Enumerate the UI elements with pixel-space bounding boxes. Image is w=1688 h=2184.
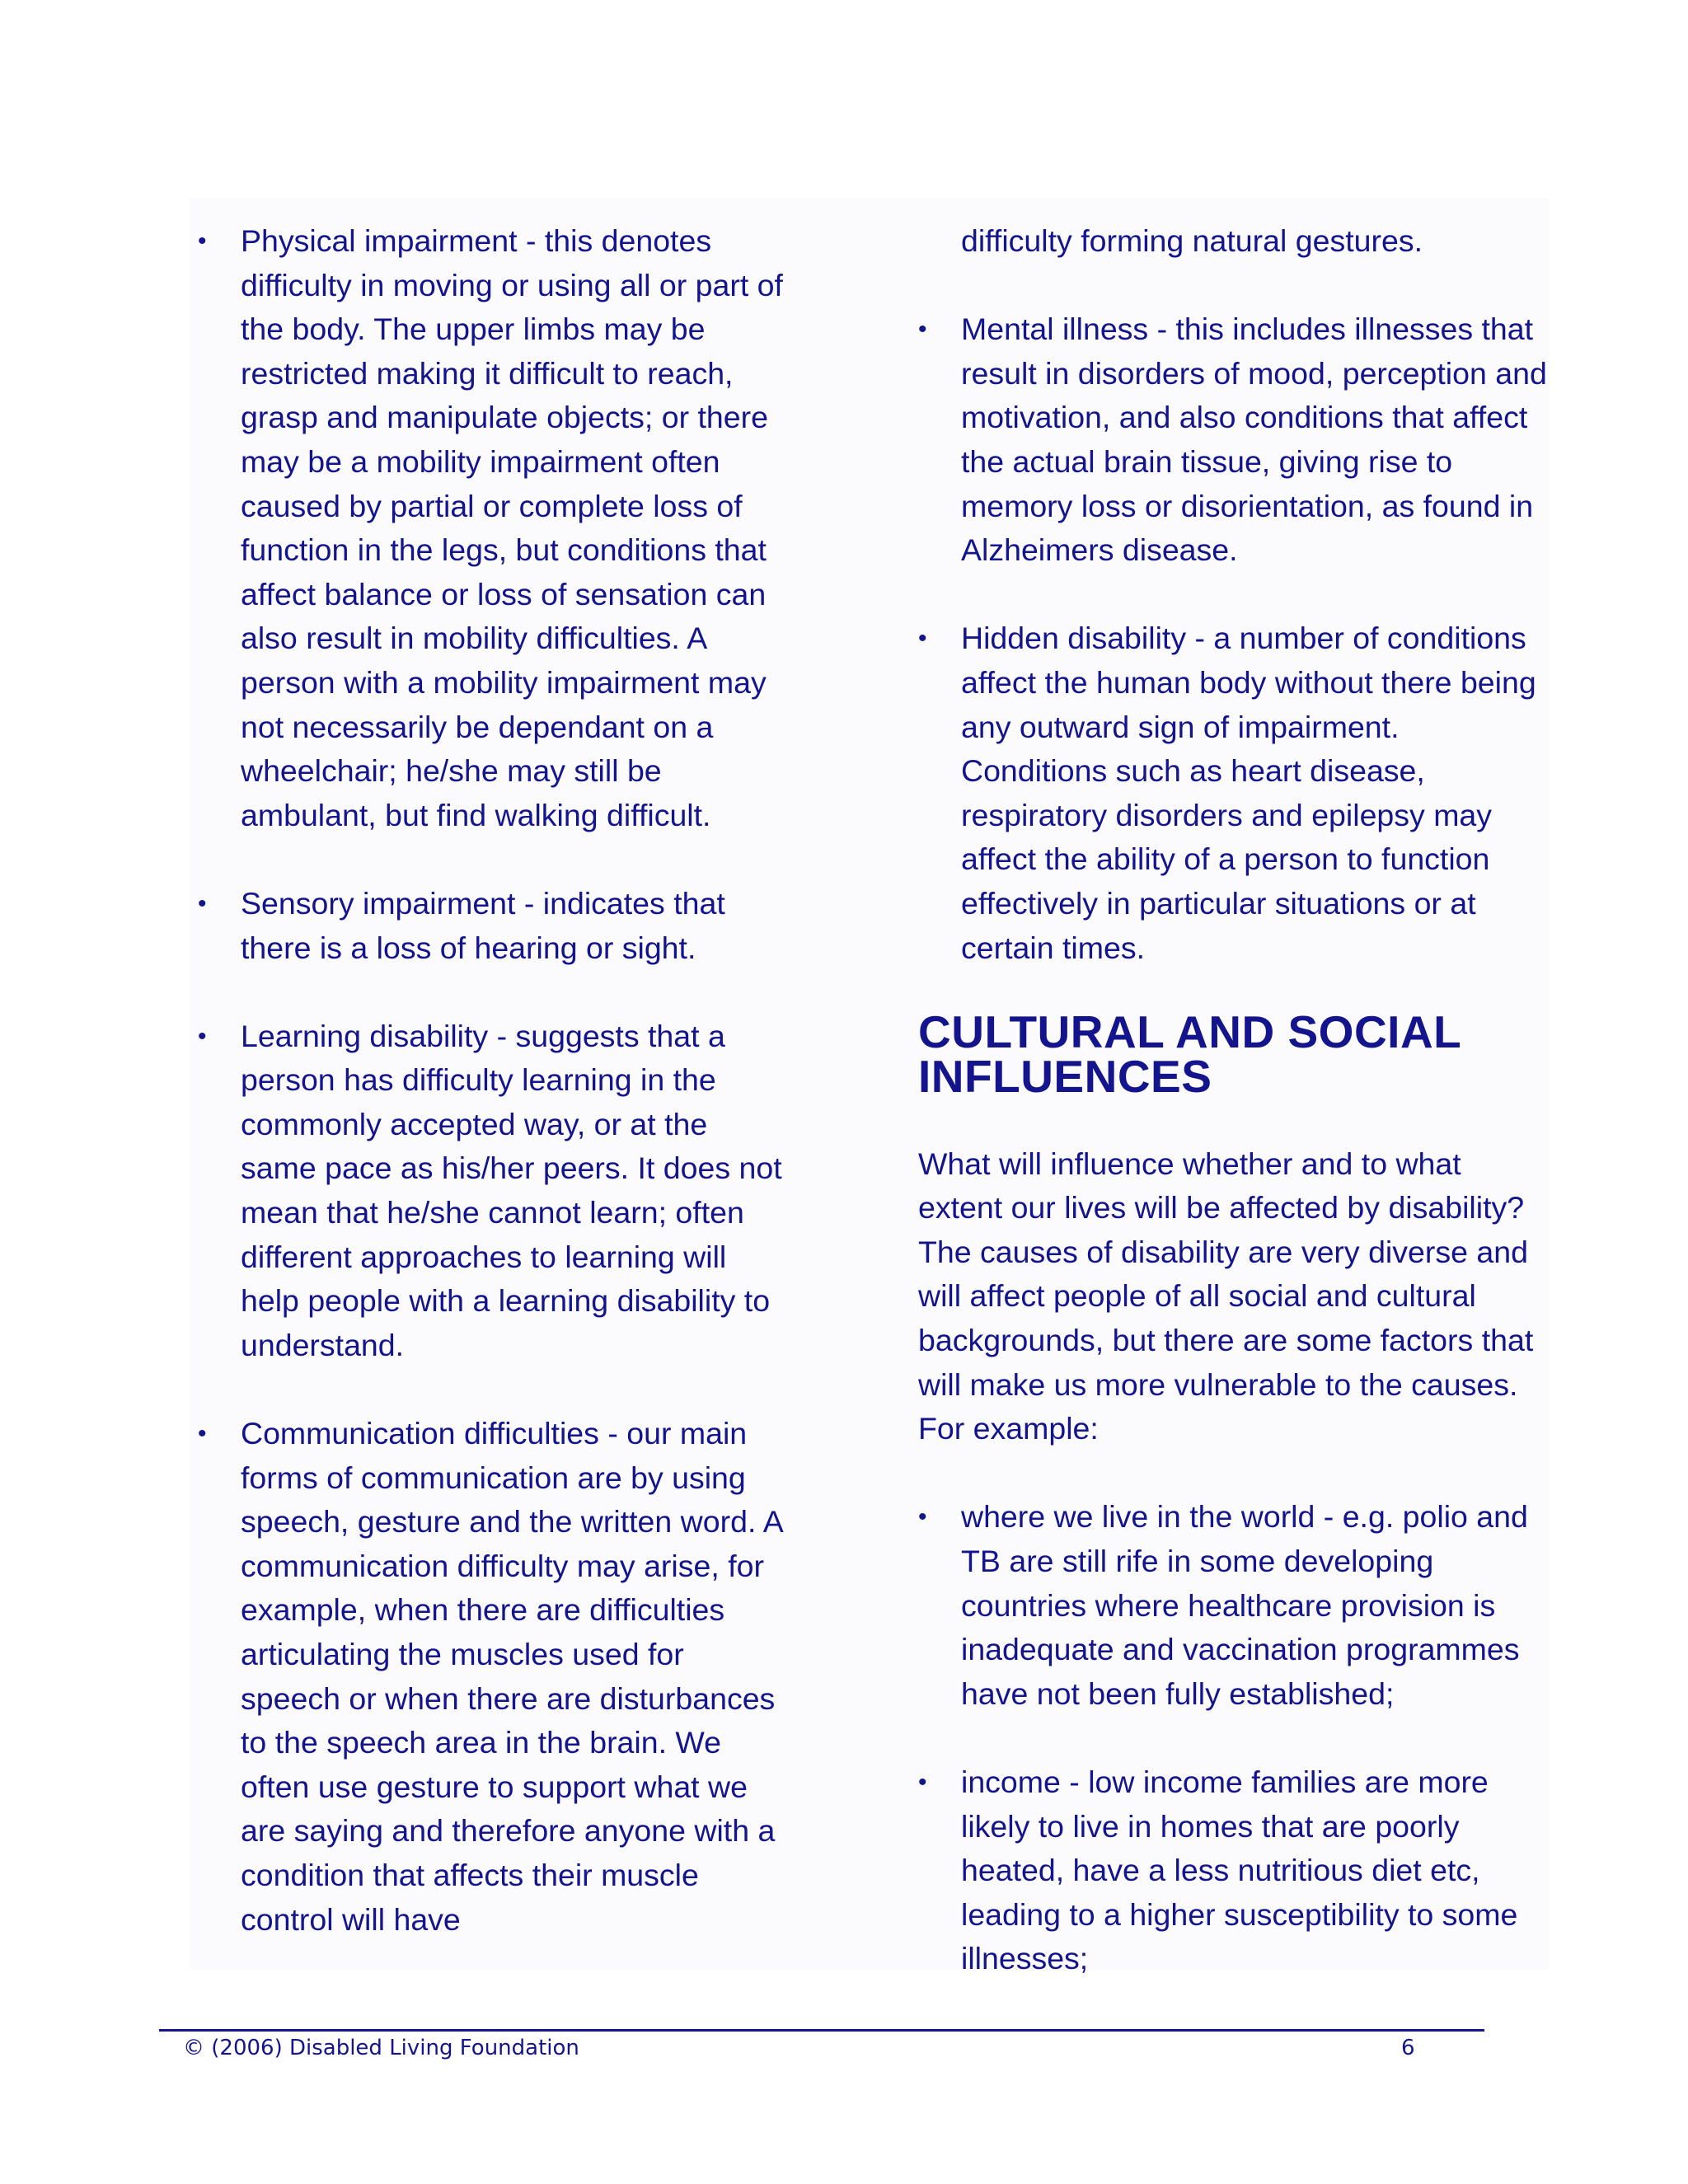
list-item-text: where we live in the world - e.g. polio and TB are still rife in some developing countries where healthcare provision is inadequate and vaccination programmes have not been fully established; [961, 1499, 1528, 1711]
bullet-icon: • [918, 625, 927, 653]
bullet-icon: • [198, 1022, 207, 1050]
list-item [918, 1495, 1553, 1716]
bullet-icon: • [918, 1503, 927, 1531]
list-item [918, 307, 1553, 573]
list-item [198, 1015, 791, 1368]
bullet-icon: • [198, 1420, 207, 1448]
bullet-icon: • [198, 889, 207, 917]
continued-text: difficulty forming natural gestures. [961, 223, 1423, 258]
footer-copyright: © (2006) Disabled Living Foundation [183, 2036, 579, 2060]
list-item-text: Mental illness - this includes illnesses that result in disorders of mood, perception and motivation, and also conditions that affect the actual brain tissue, giving rise to memory loss or disorientation, as found in Alzheimers disease. [961, 312, 1547, 568]
list-item [198, 882, 791, 970]
list-item-text: Hidden disability - a number of conditions affect the human body without there being any outward sign of impairment. Conditions such as heart disease, respiratory disorders and epilepsy may affect the ability of a person to function effectively in particular situations or at certain times. [961, 621, 1536, 965]
left-column [198, 219, 791, 1986]
list-item-text: income - low income families are more likely to live in homes that are poorly heated, have a less nutritious diet etc, leading to a higher susceptibility to some illnesses; [961, 1765, 1518, 1976]
bullet-icon: • [918, 316, 927, 344]
list-item-text: Communication difficulties - our main forms of communication are by using speech, gesture and the written word. A communication difficulty may arise, for example, when there are difficulties articulating the muscles used for speech or when there are disturbances to the speech area in the brain. We often use gesture to support what we are saying and therefore anyone with a condition that affects their muscle control will have [241, 1416, 782, 1937]
list-item [198, 1412, 791, 1942]
list-item-text: Sensory impairment - indicates that there is a loss of hearing or sight. [241, 885, 725, 965]
right-column [918, 219, 1553, 2026]
bullet-icon: • [918, 1769, 927, 1796]
section-heading: CULTURAL AND SOCIAL INFLUENCES [918, 1005, 1461, 1102]
footer-divider [159, 2029, 1484, 2032]
list-item [918, 1760, 1553, 1981]
list-item-text: Physical impairment - this denotes difficulty in moving or using all or part of the body. The upper limbs may be restricted making it difficult to reach, grasp and manipulate objects; or there may be a mobility impairment often caused by partial or complete loss of function in the legs, but conditions that affect balance or loss of sensation can also result in mobility difficulties. A person with a mobility impairment may not necessarily be dependant on a wheelchair; he/she may still be ambulant, but find walking difficult. [241, 223, 783, 832]
section-paragraph: What will influence whether and to what extent our lives will be affected by disability? The causes of disability are very diverse and will affect people of all social and cultural backgrounds, but there are some factors that will make us more vulnerable to the causes. For example: [918, 1146, 1534, 1446]
bullet-icon: • [198, 227, 207, 255]
page-number: 6 [1401, 2036, 1415, 2060]
list-item [198, 219, 791, 837]
list-item [918, 616, 1553, 970]
list-item-text: Learning disability - suggests that a person has difficulty learning in the commonly accepted way, or at the same pace as his/her peers. It does not mean that he/she cannot learn; often different approaches to learning will help people with a learning disability to understand. [241, 1018, 782, 1362]
